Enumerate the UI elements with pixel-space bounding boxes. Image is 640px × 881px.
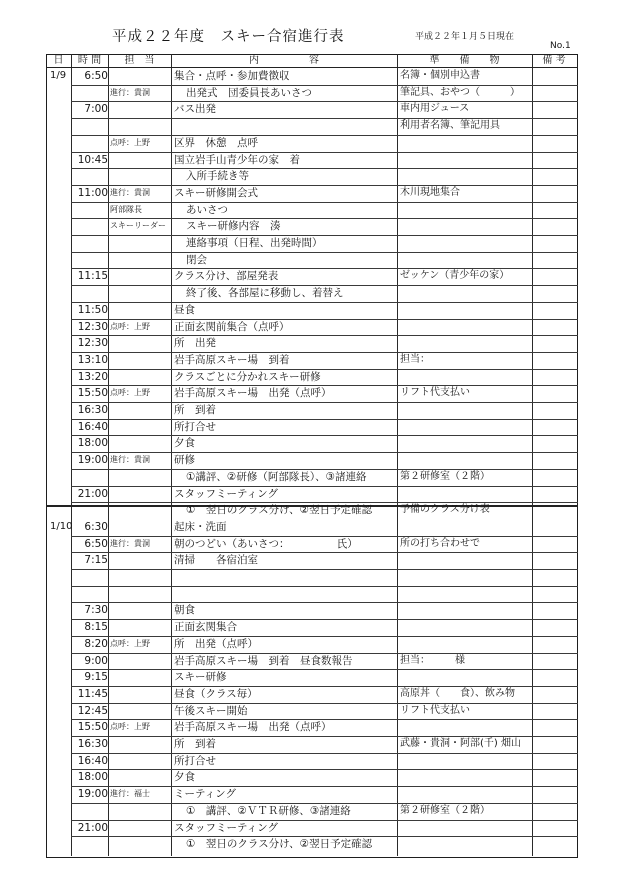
row-date: 1/9 — [50, 70, 67, 81]
row-content: 正面玄関集合 — [174, 621, 237, 634]
row-content: 夕食 — [174, 437, 195, 450]
row-divider — [71, 202, 578, 203]
row-content: 所打合せ — [174, 754, 216, 767]
row-content: 朝食 — [174, 604, 195, 617]
row-divider — [71, 435, 578, 436]
row-time: 18:00 — [77, 437, 108, 450]
row-content: 午後スキー開始 — [174, 704, 248, 717]
row-content: 出発式 団委員長あいさつ — [186, 86, 312, 99]
row-divider — [71, 235, 578, 236]
row-time: 8:15 — [84, 621, 108, 634]
row-prep: 車内用ジュース — [400, 103, 470, 115]
row-prep: 担当： 様 — [400, 654, 465, 666]
row-prep: 名簿・個別申込書 — [400, 70, 480, 81]
row-divider — [71, 469, 578, 470]
row-divider — [71, 252, 578, 253]
row-time: 11:50 — [77, 303, 108, 316]
row-divider — [71, 653, 578, 654]
row-staff: 点呼：上野 — [110, 321, 150, 331]
as-of-date: 平成２２年１月５日現在 — [415, 32, 515, 42]
row-divider — [71, 719, 578, 720]
row-prep: 利用者名簿、筆記用具 — [400, 120, 500, 132]
row-time: 12:45 — [77, 704, 108, 717]
row-prep: 所の打ち合わせで — [400, 537, 480, 549]
row-time — [74, 168, 108, 184]
row-time: 11:15 — [77, 270, 108, 283]
row-divider — [71, 268, 578, 269]
row-content: 朝のつどい（あいさつ： 氏） — [174, 537, 358, 550]
row-staff: 進行：福士 — [110, 789, 150, 799]
row-content: 所打合せ — [174, 420, 216, 433]
row-content: 入所手続き等 — [186, 170, 249, 183]
row-date: 1/10 — [50, 520, 73, 532]
row-staff: スキーリーダー — [110, 221, 166, 231]
row-time: 16:40 — [77, 420, 108, 433]
page-number: No.1 — [550, 41, 571, 51]
header-content: 内 容 — [249, 55, 319, 66]
row-divider — [71, 285, 578, 286]
row-content: 昼食 — [174, 303, 195, 316]
row-divider — [71, 753, 578, 754]
row-divider — [71, 85, 578, 86]
row-content: 正面玄関前集合（点呼） — [174, 320, 290, 333]
row-content: スキー研修内容 湊 — [186, 220, 281, 233]
row-content: ① 翌日のクラス分け、②翌日予定確認 — [186, 838, 373, 851]
header-rule — [46, 67, 578, 68]
row-time — [74, 285, 108, 301]
row-staff: 阿部隊長 — [110, 204, 142, 214]
row-time: 8:20 — [84, 637, 108, 650]
row-time: 12:30 — [77, 337, 108, 350]
row-divider — [71, 602, 578, 603]
row-time: 21:00 — [77, 487, 108, 500]
row-divider — [71, 803, 578, 804]
row-divider — [71, 569, 578, 570]
row-content: クラスごとに分かれスキー研修 — [174, 370, 321, 383]
row-time: 19:00 — [77, 454, 108, 467]
row-divider — [71, 152, 578, 153]
row-prep: 第２研修室（２階） — [400, 804, 490, 816]
row-time: 12:30 — [77, 320, 108, 333]
row-staff: 点呼：上野 — [110, 137, 150, 147]
row-content: ミーティング — [174, 788, 236, 801]
row-content: 岩手高原スキー場 出発（点呼） — [174, 721, 332, 734]
row-time: 6:30 — [84, 520, 108, 533]
document-title: 平成２２年度 スキー合宿進行表 — [112, 29, 345, 45]
row-time — [74, 202, 108, 218]
row-divider — [71, 118, 578, 119]
row-prep: 高原丼（ 食）、飲み物 — [400, 687, 515, 699]
row-time: 11:00 — [77, 186, 108, 199]
row-prep: 木川現地集合 — [400, 186, 460, 198]
row-divider — [71, 302, 578, 303]
row-divider — [71, 335, 578, 336]
row-divider — [71, 836, 578, 837]
row-divider — [71, 703, 578, 704]
row-prep: 担当： — [400, 353, 430, 365]
row-time: 9:15 — [84, 671, 108, 684]
row-time — [74, 118, 108, 134]
row-time: 13:20 — [77, 370, 108, 383]
row-time: 10:45 — [77, 153, 108, 166]
row-divider — [71, 385, 578, 386]
header-staff: 担 当 — [124, 55, 155, 66]
row-time — [74, 252, 108, 268]
row-content: 終了後、各部屋に移動し、着替え — [186, 287, 344, 300]
row-divider — [71, 369, 578, 370]
header-notes: 備 考 — [542, 55, 566, 66]
row-time: 16:30 — [77, 404, 108, 416]
row-time: 16:40 — [77, 754, 108, 767]
row-divider — [71, 452, 578, 453]
row-divider — [71, 168, 578, 169]
row-divider — [71, 686, 578, 687]
row-time: 9:00 — [84, 654, 108, 667]
row-time — [74, 469, 108, 485]
row-staff: 進行：貴洞 — [110, 455, 150, 465]
row-time: 19:00 — [77, 788, 108, 801]
row-content: スキー研修 — [174, 671, 227, 684]
row-time: 7:30 — [84, 604, 108, 617]
row-staff: 進行：貴洞 — [110, 87, 150, 97]
row-time: 7:00 — [84, 103, 108, 116]
row-time: 21:00 — [77, 821, 108, 834]
row-divider — [71, 786, 578, 787]
row-content: 清掃 各宿泊室 — [174, 554, 258, 567]
row-staff: 点呼：上野 — [110, 638, 150, 648]
header-time: 時 間 — [77, 55, 102, 66]
row-content: 所 出発（点呼） — [174, 637, 258, 650]
row-time: 15:50 — [77, 387, 108, 400]
header-prep: 準 備 物 — [429, 55, 500, 66]
row-divider — [71, 402, 578, 403]
row-staff: 点呼：上野 — [110, 388, 150, 398]
row-prep: リフト代支払い — [400, 704, 470, 716]
row-content: バス出発 — [174, 103, 216, 116]
row-prep: 第２研修室（２階） — [400, 470, 490, 482]
row-divider — [71, 218, 578, 219]
row-divider — [71, 185, 578, 186]
row-time — [74, 502, 108, 518]
row-content: 連絡事項（日程、出発時間） — [186, 237, 323, 249]
row-prep: 予備のクラス分け表 — [400, 504, 490, 516]
row-time: 11:45 — [77, 687, 108, 700]
row-time: 6:50 — [84, 70, 108, 82]
row-content: ① 翌日のクラス分け、②翌日予定確認 — [186, 504, 373, 517]
row-content: 所 出発 — [174, 337, 216, 350]
row-content: 岩手高原スキー場 出発（点呼） — [174, 387, 332, 400]
row-divider — [71, 820, 578, 821]
row-content: 所 到着 — [174, 404, 216, 416]
row-content: スタッフミーティング — [174, 487, 278, 500]
row-divider — [71, 586, 578, 587]
row-divider — [71, 101, 578, 102]
row-content: スタッフミーティング — [174, 821, 278, 834]
row-divider — [71, 352, 578, 353]
row-divider — [71, 536, 578, 537]
row-divider — [71, 502, 578, 503]
row-divider — [71, 419, 578, 420]
row-divider — [71, 486, 578, 487]
row-time — [74, 235, 108, 251]
row-time: 7:15 — [84, 554, 108, 567]
row-content: ①講評、②研修（阿部隊長）、③諸連絡 — [186, 470, 367, 483]
row-time: 6:50 — [84, 537, 108, 550]
row-prep: リフト代支払い — [400, 387, 470, 399]
row-time — [74, 135, 108, 151]
row-content: 集合・点呼・参加費徴収 — [174, 70, 290, 82]
row-content: 研修 — [174, 454, 195, 467]
header-date: 日 — [53, 55, 64, 66]
row-divider — [71, 552, 578, 553]
row-staff: 点呼：上野 — [110, 722, 150, 732]
row-prep: 筆記具、おやつ（ ） — [400, 86, 520, 98]
row-content: 国立岩手山青少年の家 着 — [174, 153, 300, 166]
row-prep: 武藤・貴洞・阿部(千) 畑山 — [400, 738, 521, 749]
row-content: 閉会 — [186, 253, 207, 266]
row-time: 15:50 — [77, 721, 108, 734]
row-divider — [71, 319, 578, 320]
row-staff: 進行：貴洞 — [110, 538, 150, 548]
row-content: スキー研修開会式 — [174, 186, 258, 199]
row-content: あいさつ — [186, 203, 228, 216]
row-time — [74, 85, 108, 101]
row-content: 所 到着 — [174, 738, 216, 750]
row-content: 岩手高原スキー場 到着 昼食数報告 — [174, 654, 353, 667]
row-content: 起床・洗面 — [174, 520, 227, 533]
row-content: 区界 休憩 点呼 — [174, 136, 258, 149]
row-time: 16:30 — [77, 738, 108, 750]
row-divider — [71, 669, 578, 670]
row-time: 13:10 — [77, 353, 108, 366]
row-time — [74, 836, 108, 852]
row-time — [74, 586, 108, 602]
row-time: 18:00 — [77, 771, 108, 784]
row-prep: ゼッケン（青少年の家） — [400, 270, 510, 282]
row-divider — [71, 135, 578, 136]
row-content: クラス分け、部屋発表 — [174, 270, 279, 283]
row-divider — [71, 619, 578, 620]
row-content: 岩手高原スキー場 到着 — [174, 353, 290, 366]
row-time — [74, 569, 108, 585]
row-content: 夕食 — [174, 771, 195, 784]
row-divider — [71, 769, 578, 770]
row-divider — [71, 636, 578, 637]
row-staff: 進行：貴洞 — [110, 187, 150, 197]
row-divider — [71, 736, 578, 737]
row-content: ① 講評、②ＶＴＲ研修、③諸連絡 — [186, 804, 351, 817]
row-content: 昼食（クラス毎） — [174, 687, 258, 700]
row-time — [74, 218, 108, 234]
row-time — [74, 803, 108, 819]
